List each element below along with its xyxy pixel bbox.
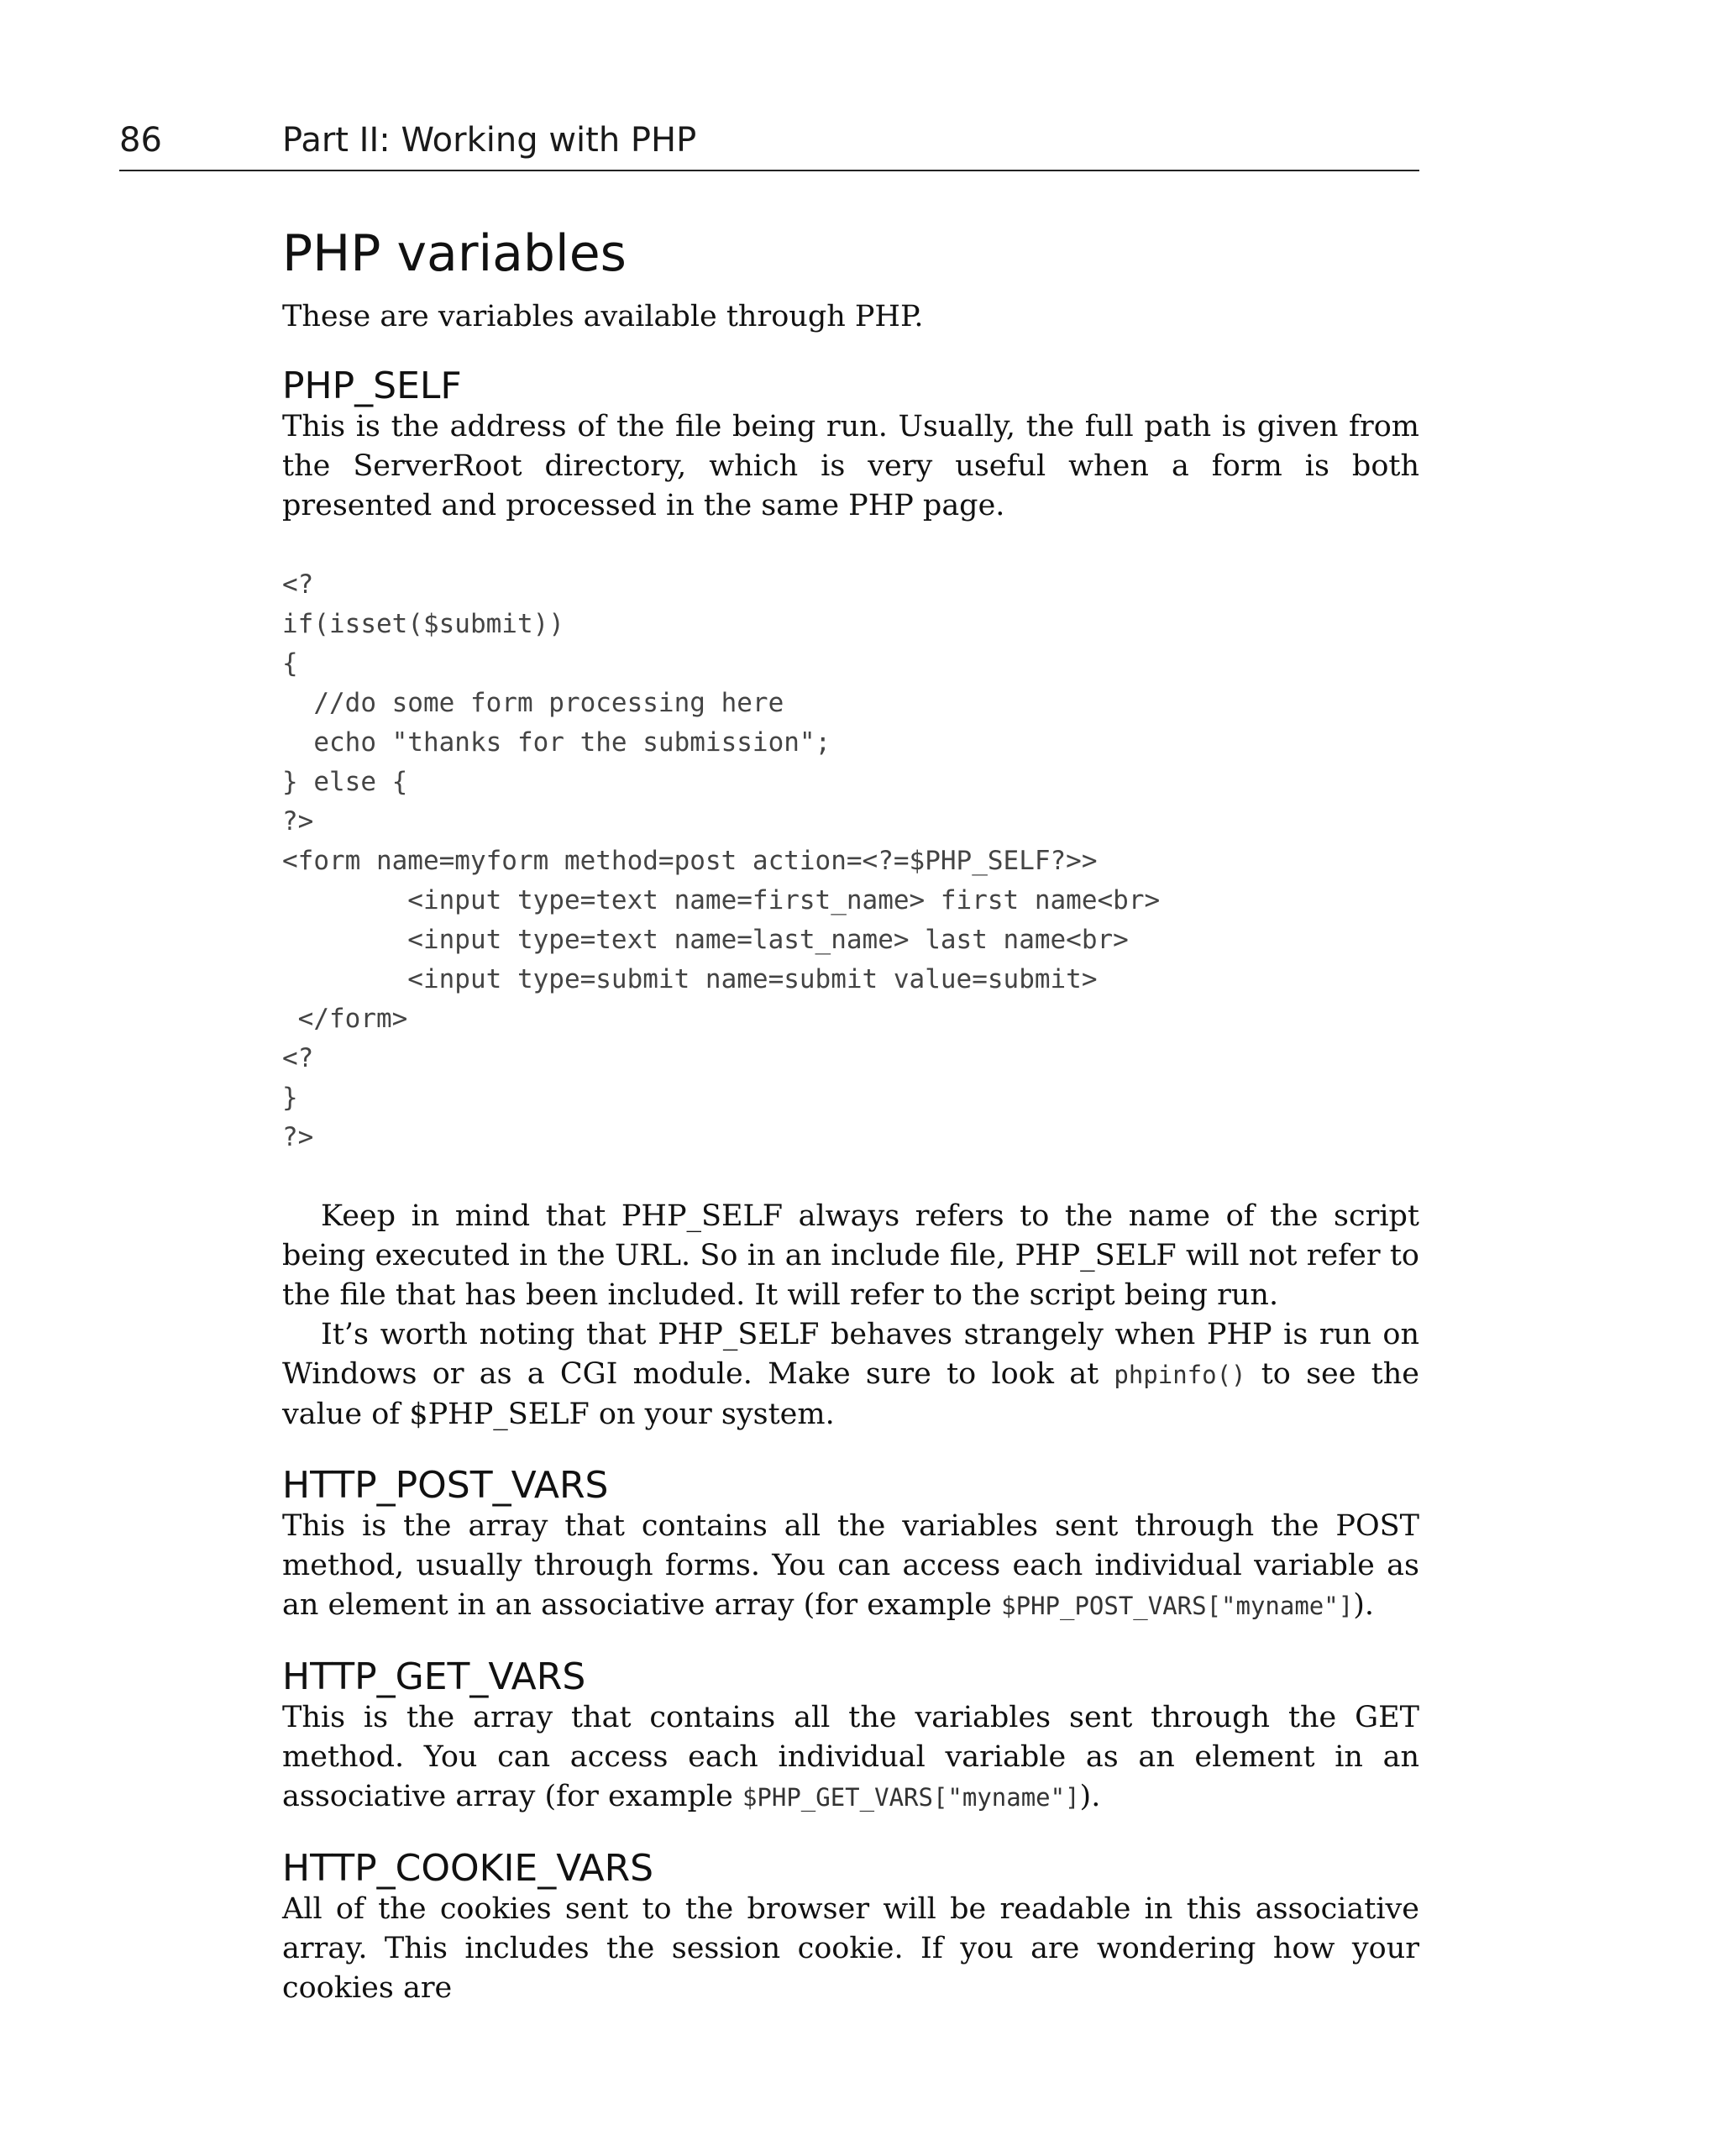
running-header	[119, 119, 1419, 171]
post-vars-text-end: ).	[1353, 1588, 1374, 1622]
post-vars-heading: HTTP_POST_VARS	[282, 1464, 609, 1507]
note-text-after-code: to see the value of $PHP_SELF on your system.	[282, 1357, 1419, 1431]
section-intro: These are variables available through PHP.	[282, 300, 924, 333]
cookie-vars-description: All of the cookies sent to the browser will be readable in this associative array. This includes the session cookie. If you are wondering how your cookies are	[282, 1892, 1419, 2005]
php-self-heading: PHP_SELF	[282, 365, 462, 407]
get-vars-heading: HTTP_GET_VARS	[282, 1655, 586, 1698]
cookie-vars-heading: HTTP_COOKIE_VARS	[282, 1847, 654, 1890]
get-vars-inline-code: $PHP_GET_VARS["myname"]	[742, 1783, 1080, 1812]
php-self-description: This is the address of the file being run. Usually, the full path is given from the ServerRoot directory, which is very useful when a form is both presented and processed in the same PHP page.	[282, 410, 1419, 522]
phpinfo-inline-code: phpinfo()	[1114, 1361, 1246, 1389]
section-title: PHP variables	[282, 224, 627, 283]
note-text-before-code: It’s worth noting that PHP_SELF behaves strangely when PHP is run on Windows or as a CGI module. Make sure to look at	[282, 1318, 1419, 1391]
get-vars-description	[282, 1698, 1419, 1818]
php-self-code-listing: <? if(isset($submit)) { //do some form processing here echo "thanks for the submission"; } else { ?> <form name=myform method=post action=<?=$PHP_SELF?>> <input type=text name=first_name> first name<br> <input type=text name=last_name> last name<br> <input type=submit name=submit value=submit> </form> <? } ?>	[282, 569, 1161, 1152]
get-vars-text: This is the array that contains all the variables sent through the GET method. You can access each individual variable as an element in an associative array (for example	[282, 1701, 1419, 1813]
php-self-note-include: Keep in mind that PHP_SELF always refers to the name of the script being executed in the URL. So in an include file, PHP_SELF will not refer to the file that has been included. It will refer to the script being run.	[282, 1199, 1419, 1312]
running-title: Part II: Working with PHP	[282, 121, 697, 160]
page-number: 86	[119, 121, 162, 160]
post-vars-inline-code: $PHP_POST_VARS["myname"]	[1001, 1592, 1354, 1620]
page-content	[282, 220, 1419, 2008]
php-self-note-windows	[282, 1315, 1419, 1435]
post-vars-description	[282, 1507, 1419, 1626]
get-vars-text-end: ).	[1079, 1780, 1101, 1813]
post-vars-text: This is the array that contains all the variables sent through the POST method, usually through forms. You can access each individual variable as an element in an associative array (for example	[282, 1509, 1419, 1622]
